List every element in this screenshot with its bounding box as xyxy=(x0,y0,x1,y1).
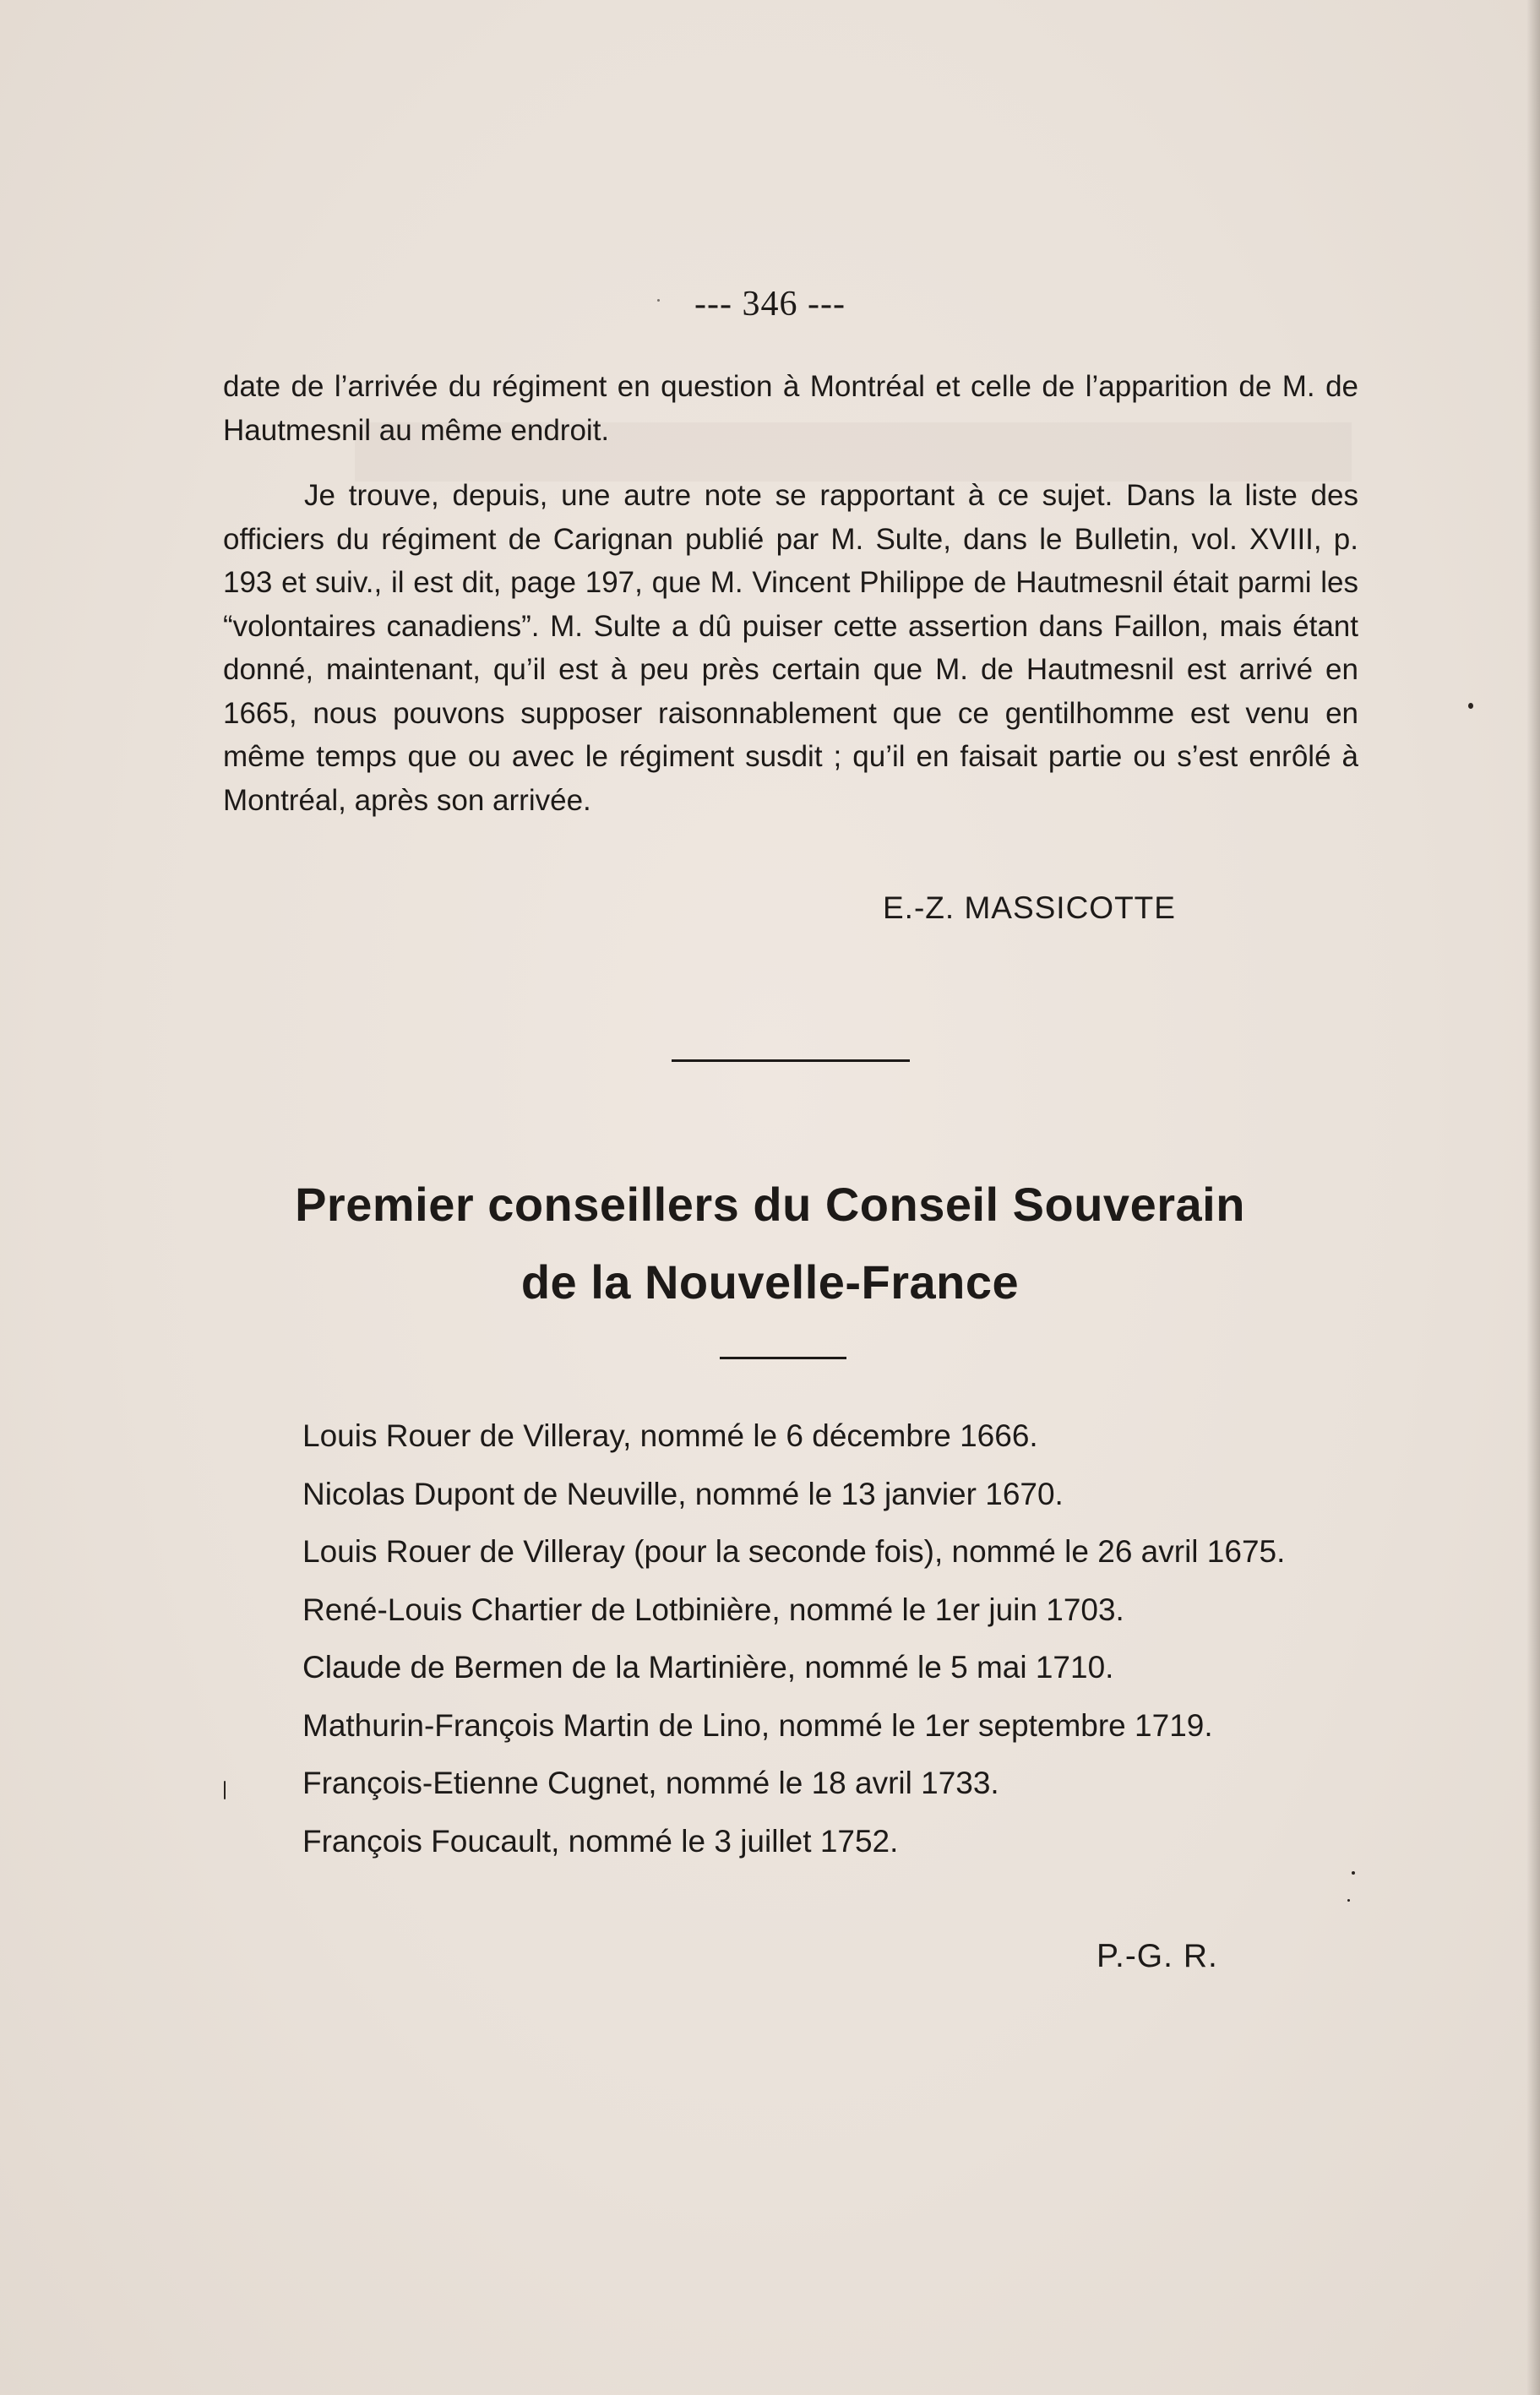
section-title-line-2: de la Nouvelle-France xyxy=(520,1255,1020,1309)
title-underline-rule xyxy=(720,1357,846,1359)
councillors-list xyxy=(302,1413,1367,1875)
ink-speck xyxy=(224,1781,226,1799)
list-item: François Foucault, nommé le 3 juillet 1752. xyxy=(302,1823,899,1859)
ink-speck xyxy=(1468,703,1473,709)
paragraph-note: Je trouve, depuis, une autre note se rapportant à ce sujet. Dans la liste des officiers du régiment de Carignan publié par M. Sulte, dans le Bulletin, vol. XVIII, p. 193 et suiv., il est dit, page 197, que M. Vincent Philippe de Hautmesnil était parmi les “volontaires canadiens”. M. Sulte a dû puiser cette assertion dans Faillon, mais étant donné, maintenant, qu’il est à peu près certain que M. de Hautmesnil est arrivé en 1665, nous pouvons supposer raisonnablement que ce gentilhomme est venu en même temps que ou avec le régiment susdit ; qu’il en faisait partie ou s’est enrôlé à Montréal, après son arrivée. xyxy=(223,479,1358,817)
ink-speck xyxy=(1352,1871,1355,1875)
ink-speck xyxy=(1347,1899,1350,1902)
list-item: Mathurin-François Martin de Lino, nommé le 1er septembre 1719. xyxy=(302,1707,1213,1743)
list-item: Nicolas Dupont de Neuville, nommé le 13 janvier 1670. xyxy=(302,1476,1064,1511)
list-item: Louis Rouer de Villeray (pour la seconde fois), nommé le 26 avril 1675. xyxy=(302,1534,1286,1569)
page-number: --- 346 --- xyxy=(694,285,846,324)
list-item: René-Louis Chartier de Lotbinière, nommé le 1er juin 1703. xyxy=(302,1592,1124,1627)
list-item: François-Etienne Cugnet, nommé le 18 avril 1733. xyxy=(302,1766,999,1800)
list-item: Louis Rouer de Villeray, nommé le 6 décembre 1666. xyxy=(302,1418,1038,1453)
section-title-line-1: Premier conseillers du Conseil Souverain xyxy=(295,1178,1245,1231)
paragraph-continuation: date de l’arrivée du régiment en question à Montréal et celle de l’apparition de M. de Hautmesnil au même endroit. xyxy=(223,370,1358,447)
ink-speck xyxy=(657,299,660,302)
section-initials: P.-G. R. xyxy=(1097,1938,1218,1974)
author-signature: E.-Z. MASSICOTTE xyxy=(883,890,1176,925)
section-divider xyxy=(672,1059,910,1062)
list-item: Claude de Bermen de la Martinière, nommé le 5 mai 1710. xyxy=(302,1650,1114,1685)
